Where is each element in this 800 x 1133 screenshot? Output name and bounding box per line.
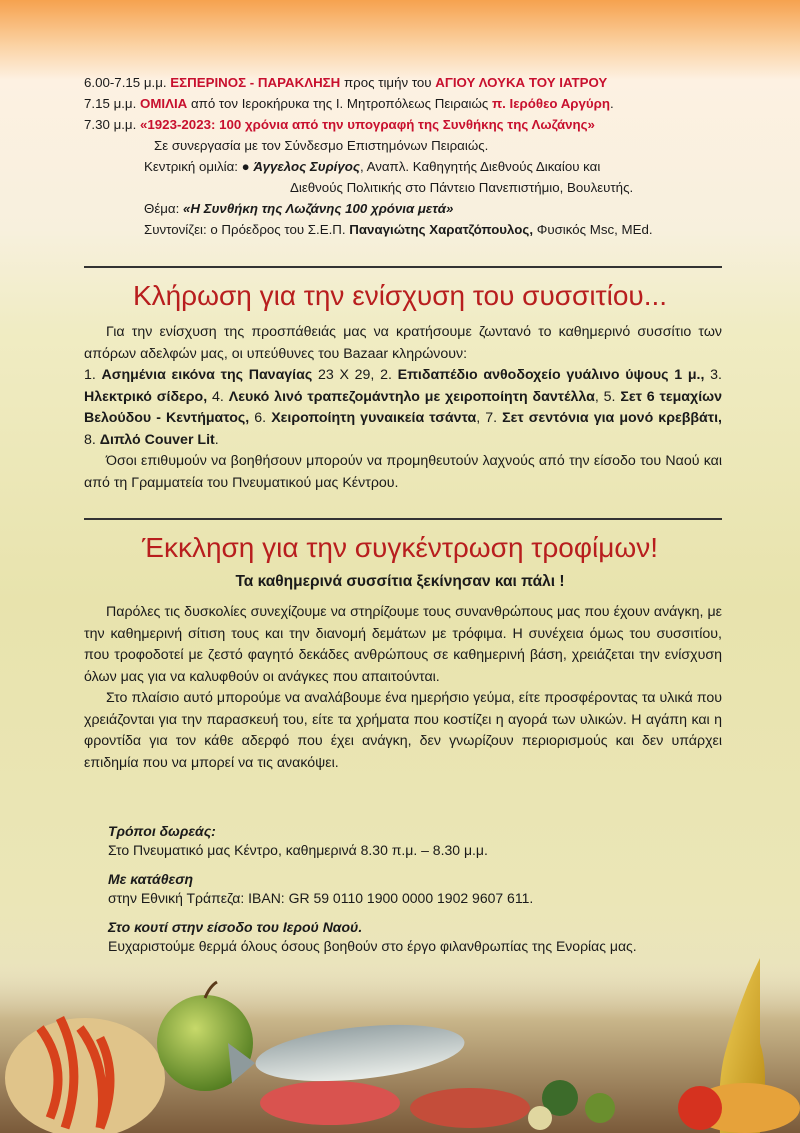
- raffle-intro: Για την ενίσχυση της προσπάθειάς μας να κρατήσουμε ζωντανό το καθημερινό συσσίτιο των απόρων αδελφών μας, οι υπεύθυνες του Bazaar κληρώνουν:: [84, 324, 722, 362]
- raffle-item: Επιδαπέδιο ανθοδοχείο γυάλινο ύψους 1 μ.,: [397, 367, 705, 383]
- raffle-item-extra: 23 Χ 29,: [312, 367, 381, 383]
- donation-box: [108, 918, 748, 956]
- donation-text: Στο Πνευματικό μας Κέντρο, καθημερινά 8.30 π.μ. – 8.30 μ.μ.: [108, 842, 488, 858]
- lecture-title: «1923-2023: 100 χρόνια από την υπογραφή της Συνθήκης της Λωζάνης»: [140, 117, 595, 132]
- raffle-section: [84, 322, 722, 494]
- appeal-paragraph: Στο πλαίσιο αυτό μπορούμε να αναλάβουμε ένα ημερήσιο γεύμα, είτε προσφέροντας τα υλικά που χρειάζονται για την παρασκευή του, είτε τα χρήματα που κοστίζει η αγορά των υλικών. Η αγάπη και η φροντίδα για τον κάθε αδερφό που έχει ανάγκη, δεν γνωρίζουν περιορισμούς και δεν υπάρχει επιδημία που να μπορεί να τις ανακόψει.: [84, 690, 722, 771]
- raffle-item-extra: ,: [476, 410, 486, 426]
- text: προς τιμήν του: [343, 75, 432, 90]
- raffle-item: Λευκό λινό τραπεζομάντηλο με χειροποίητη δαντέλλα: [228, 388, 595, 405]
- donation-title: Στο κουτί στην είσοδο του Ιερού Ναού.: [108, 919, 363, 935]
- raffle-item: Ασημένια εικόνα της Παναγίας: [101, 367, 313, 383]
- raffle-item-number: 4.: [212, 388, 229, 405]
- donation-title: Με κατάθεση: [108, 871, 194, 887]
- raffle-item-number: 1.: [84, 367, 102, 383]
- iban-text: στην Εθνική Τράπεζα: IBAN: GR 59 0110 1900 0000 1902 9607 611.: [108, 890, 534, 906]
- event-title: ΕΣΠΕΡΙΝΟΣ - ΠΑΡΑΚΛΗΣΗ: [170, 75, 341, 90]
- time: 7.30 μ.μ.: [84, 117, 137, 132]
- event-title: ΟΜΙΛΙΑ: [140, 96, 188, 111]
- label: Συντονίζει: ο Πρόεδρος του Σ.Ε.Π.: [144, 222, 346, 237]
- speaker-name: Άγγελος Συρίγος: [253, 159, 360, 174]
- schedule-line-sermon: [84, 93, 774, 114]
- appeal-paragraph: Παρόλες τις δυσκολίες συνεχίζουμε να στηρίζουμε τους συνανθρώπους μας που έχουν ανάγκη, με την καθημερινή σίτιση τους και την διανομή δεμάτων με τρόφιμα. Η συνέχεια όμως του συσσιτίου, που τροφοδοτεί με ζεστό φαγητό δεκάδες ανθρώπους σε καθημερινή βάση, χρειάζεται την ενίσχυση όλων μας για να καλυφθούν οι ανάγκες που απαιτούνται.: [84, 604, 722, 685]
- thanks-text: Ευχαριστούμε θερμά όλους όσους βοηθούν στο έργο φιλανθρωπίας της Ενορίας μας.: [108, 938, 637, 954]
- raffle-item-number: 8.: [84, 431, 100, 448]
- time: 6.00-7.15 μ.μ.: [84, 75, 167, 90]
- raffle-item-extra: .: [214, 431, 219, 448]
- appeal-section: [84, 602, 722, 774]
- appeal-heading: Έκκληση για την συγκέντρωση τροφίμων!: [141, 532, 659, 563]
- main-speaker: [84, 156, 774, 177]
- raffle-item-number: 7.: [485, 410, 503, 426]
- moderator-name: Παναγιώτης Χαρατζόπουλος,: [349, 222, 534, 237]
- raffle-item: Διπλό Couver Lit: [99, 431, 215, 448]
- theme-title: «Η Συνθήκη της Λωζάνης 100 χρόνια μετά»: [183, 201, 454, 216]
- schedule-line-vespers: [84, 72, 774, 93]
- speaker-name: π. Ιερόθεο Αργύρη: [491, 96, 611, 111]
- punct: .: [610, 96, 614, 111]
- raffle-item: Ηλεκτρικό σίδερο,: [84, 388, 208, 405]
- raffle-items: [84, 365, 722, 451]
- label: Κεντρική ομιλία:: [144, 159, 238, 174]
- schedule-line-lecture: [84, 114, 774, 135]
- raffle-item: Χειροποίητη γυναικεία τσάντα: [271, 410, 477, 426]
- food-photo: [0, 958, 800, 1133]
- raffle-item-number: 5.: [603, 388, 621, 405]
- theme: [84, 198, 774, 219]
- raffle-item-number: 2.: [380, 367, 398, 383]
- raffle-item-number: 3.: [710, 367, 722, 383]
- raffle-item-extra: ,: [594, 388, 604, 405]
- donation-in-person: [108, 822, 748, 860]
- divider: [84, 266, 722, 268]
- moderator: [84, 219, 774, 240]
- speaker-title: Διεθνούς Πολιτικής στο Πάντειο Πανεπιστήμιο, Βουλευτής.: [290, 180, 634, 195]
- text: Φυσικός Msc, MEd.: [536, 222, 653, 237]
- raffle-item-number: 6.: [254, 410, 272, 426]
- raffle-item: Σετ σεντόνια για μονό κρεββάτι,: [502, 410, 722, 426]
- time: 7.15 μ.μ.: [84, 96, 137, 111]
- raffle-heading: Κλήρωση για την ενίσχυση του συσσιτίου...: [132, 280, 668, 311]
- text: , Αναπλ. Καθηγητής Διεθνούς Δικαίου και: [359, 159, 601, 174]
- donation-methods: [108, 822, 748, 966]
- saint-name: ΑΓΙΟΥ ΛΟΥΚΑ ΤΟΥ ΙΑΤΡΟΥ: [435, 75, 608, 90]
- text: από τον Ιεροκήρυκα της Ι. Μητροπόλεως Πειραιώς: [190, 96, 489, 111]
- donation-deposit: [108, 870, 748, 908]
- bullet-icon: ●: [241, 159, 250, 174]
- collaboration-note: Σε συνεργασία με τον Σύνδεσμο Επιστημόνων Πειραιώς.: [154, 138, 489, 153]
- label: Θέμα:: [144, 201, 180, 216]
- divider: [84, 518, 722, 520]
- raffle-item: Σετ 6 τεμαχίων Βελούδου - Κεντήματος,: [84, 388, 723, 426]
- appeal-subheading: Τα καθημερινά συσσίτια ξεκίνησαν και πάλι !: [235, 573, 565, 590]
- donation-title: Τρόποι δωρεάς:: [108, 823, 216, 839]
- raffle-closing: Όσοι επιθυμούν να βοηθήσουν μπορούν να προμηθευτούν λαχνούς από την είσοδο του Ναού και από τη Γραμματεία του Πνευματικού μας Κέντρου.: [84, 453, 722, 491]
- schedule: [84, 72, 774, 240]
